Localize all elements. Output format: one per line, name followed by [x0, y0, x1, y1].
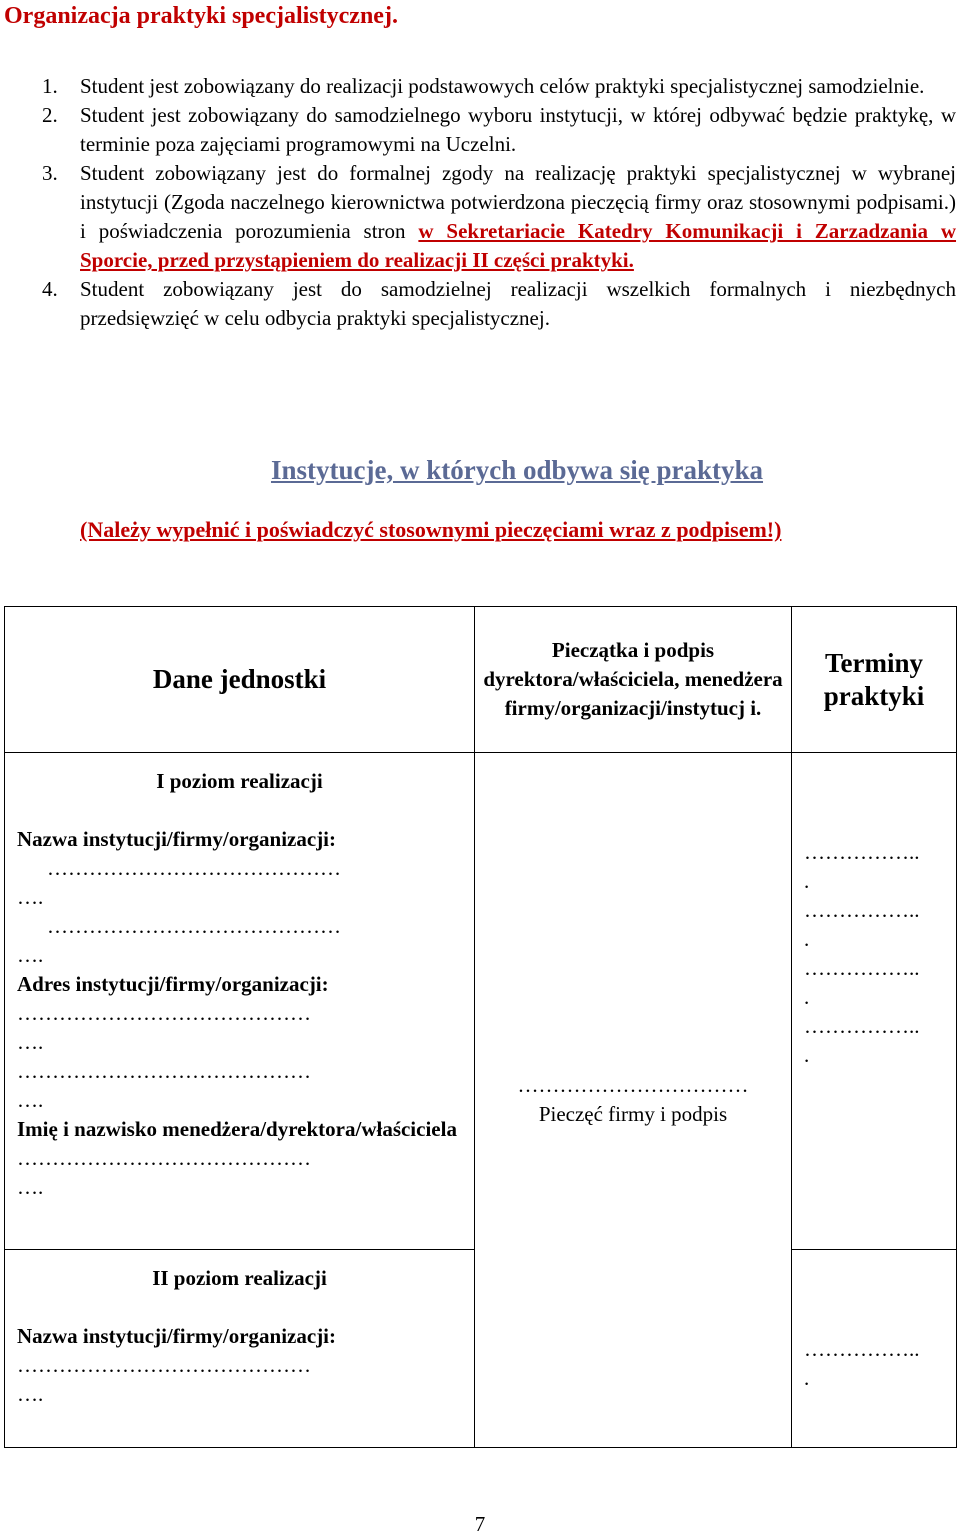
level1-address-dots-end: …. [17, 1088, 44, 1112]
header-stamp-signature: Pieczątka i podpis dyrektora/właściciela, menedżera firmy/organizacji/instytucj i. [475, 607, 792, 753]
date-dots: …………….. [804, 898, 920, 922]
level1-name-dots[interactable]: …………………………………… [47, 856, 341, 880]
rule-number: 4. [42, 277, 58, 301]
header-dates: Terminy praktyki [792, 607, 957, 753]
level1-person-dots-end: …. [17, 1175, 44, 1199]
page-heading: Organizacja praktyki specjalistycznej. [4, 3, 398, 29]
level2-name-label: Nazwa instytucji/firmy/organizacji: [17, 1324, 337, 1348]
date-dots: …………….. [804, 1337, 920, 1361]
level1-name-dots-end: …. [17, 943, 44, 967]
rule-item [0, 275, 956, 333]
date-dots: …………….. [804, 956, 920, 980]
level1-unit-cell [5, 753, 475, 1250]
section-title: Instytucje, w których odbywa się praktyka [270, 455, 764, 485]
stamp-label: Pieczęć firmy i podpis [538, 1102, 728, 1126]
stamp-dots: …………………………… [517, 1073, 749, 1097]
rule-text: Student jest zobowiązany do realizacji podstawowych celów praktyki specjalistycznej samodzielnie. [80, 74, 925, 98]
level1-name-dots[interactable]: …………………………………… [47, 914, 341, 938]
level2-title: II poziom realizacji [152, 1266, 327, 1290]
rule-item [0, 72, 956, 101]
level2-name-dots-end: …. [17, 1382, 44, 1406]
table-header-row [5, 607, 957, 753]
level1-address-label: Adres instytucji/firmy/organizacji: [17, 972, 329, 996]
level1-name-label: Nazwa instytucji/firmy/organizacji: [17, 827, 337, 851]
date-dots-end: . [804, 927, 810, 951]
stamp-cell[interactable] [475, 753, 792, 1448]
rules-list [0, 72, 956, 333]
header-unit-data: Dane jednostki [5, 607, 475, 753]
level2-name-dots[interactable]: …………………………………… [17, 1353, 311, 1377]
rule-text: Student jest zobowiązany do samodzielnego wyboru instytucji, w której odbywać będzie praktykę, w terminie poza zajęciami programowymi na Uczelni. [80, 103, 956, 156]
rule-number: 1. [42, 74, 58, 98]
level1-title: I poziom realizacji [156, 769, 323, 793]
date-dots-end: . [804, 1366, 810, 1390]
level2-unit-cell [5, 1250, 475, 1448]
level1-address-dots[interactable]: …………………………………… [17, 1001, 311, 1025]
level1-person-dots[interactable]: …………………………………… [17, 1146, 311, 1170]
rule-item [0, 101, 956, 159]
level1-address-dots-end: …. [17, 1030, 44, 1054]
rule-text: Student zobowiązany jest do formalnej zgody na realizację praktyki specjalistycznej w wybranej instytucji (Zgoda naczelnego kierownictwa potwierdzona pieczęcią firmy oraz stosownymi podpisami.) i poświadczenia porozumienia stron [80, 161, 956, 243]
date-dots-end: . [804, 869, 810, 893]
date-dots-end: . [804, 985, 810, 1009]
page-number: 7 [474, 1512, 486, 1536]
level1-address-dots[interactable]: …………………………………… [17, 1059, 311, 1083]
date-dots: …………….. [804, 840, 920, 864]
date-dots-end: . [804, 1043, 810, 1067]
level2-dates-cell[interactable] [792, 1250, 957, 1448]
level1-dates-cell[interactable] [792, 753, 957, 1250]
date-dots: …………….. [804, 1014, 920, 1038]
rule-item [0, 159, 956, 275]
institutions-table [4, 606, 957, 1448]
rule-text: Student zobowiązany jest do samodzielnej realizacji wszelkich formalnych i niezbędnych przedsięwzięć w celu odbycia praktyki specjalistycznej. [80, 277, 956, 330]
fill-note: (Należy wypełnić i poświadczyć stosownymi pieczęciami wraz z podpisem!) [80, 517, 782, 542]
level1-person-label: Imię i nazwisko menedżera/dyrektora/właściciela [17, 1117, 457, 1141]
table-row-level1 [5, 753, 957, 1250]
level1-name-dots-end: …. [17, 885, 44, 909]
rule-number: 3. [42, 161, 58, 185]
rule-number: 2. [42, 103, 58, 127]
secretariat-highlight: w Sekretariacie Katedry Komunikacji i Zarzadzania w Sporcie, przed przystąpieniem do realizacji II części praktyki. [80, 219, 957, 272]
